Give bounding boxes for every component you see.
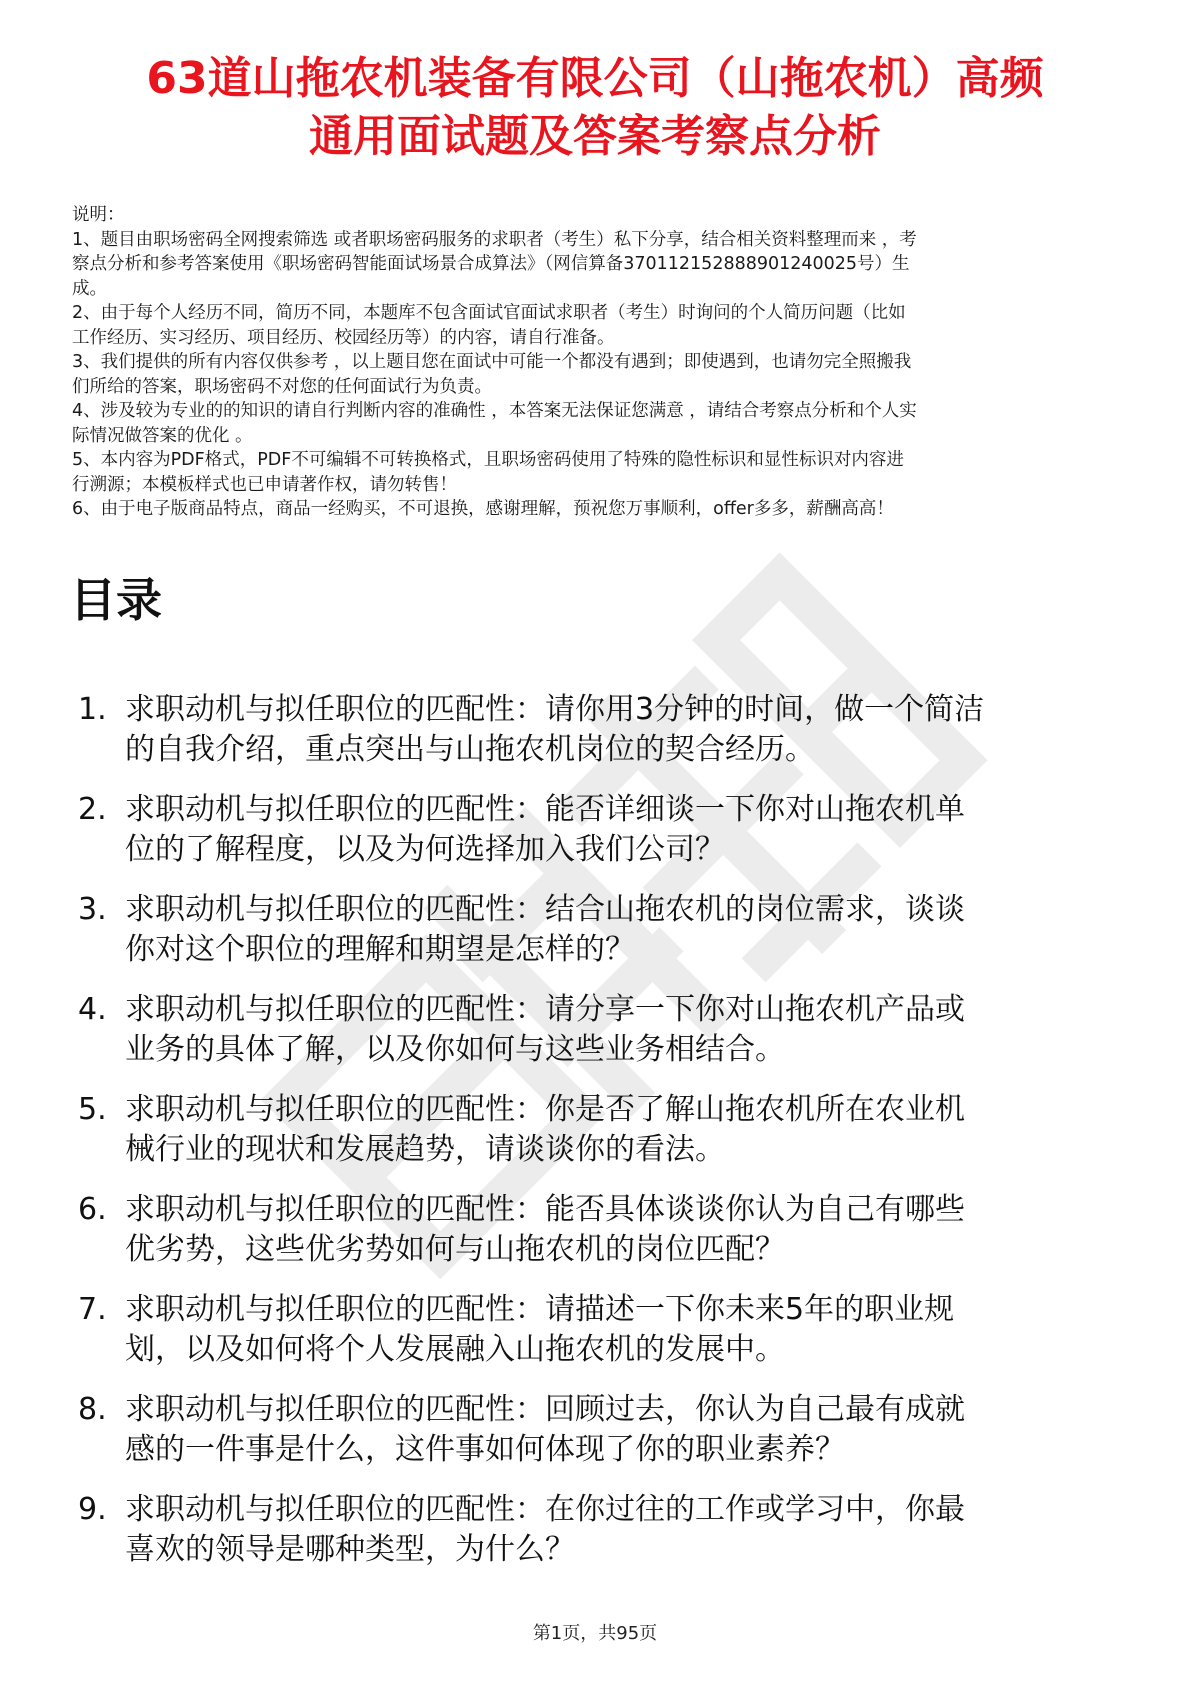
note-line: 工作经历、实习经历、项目经历、校园经历等）的内容，请自行准备。 <box>72 327 615 348</box>
note-line: 成。 <box>72 278 107 299</box>
toc-item-text <box>125 1490 1125 1570</box>
toc-item-line: 求职动机与拟任职位的匹配性：请你用3分钟的时间，做一个简洁 <box>125 692 985 727</box>
toc-item-line: 求职动机与拟任职位的匹配性：请分享一下你对山拖农机产品或 <box>125 992 965 1027</box>
toc-item-line: 优劣势，这些优劣势如何与山拖农机的岗位匹配？ <box>125 1232 785 1267</box>
toc-item[interactable] <box>70 990 1130 1090</box>
toc-item-line: 划，以及如何将个人发展融入山拖农机的发展中。 <box>125 1332 785 1367</box>
toc-item-line: 你对这个职位的理解和期望是怎样的？ <box>125 932 635 967</box>
toc-item[interactable] <box>70 1190 1130 1290</box>
title-line-2: 通用面试题及答案考察点分析 <box>309 111 881 162</box>
note-line: 3、我们提供的所有内容仅供参考 ，以上题目您在面试中可能一个都没有遇到；即使遇到，也请勿完全照搬我 <box>72 352 912 372</box>
toc-item-number: 1. <box>78 692 107 727</box>
note-line: 察点分析和参考答案使用《职场密码智能面试场景合成算法》（网信算备370112152888901240025号）生 <box>72 254 910 274</box>
toc-item-number: 5. <box>78 1092 107 1127</box>
toc-item[interactable] <box>70 790 1130 890</box>
document-title <box>60 50 1130 166</box>
toc-item-text <box>125 1390 1125 1470</box>
toc-item[interactable] <box>70 1490 1130 1590</box>
toc-item-line: 的自我介绍，重点突出与山拖农机岗位的契合经历。 <box>125 732 815 767</box>
note-line: 说明： <box>72 205 125 225</box>
toc-item-line: 求职动机与拟任职位的匹配性：在你过往的工作或学习中，你最 <box>125 1492 965 1527</box>
toc-item-line: 求职动机与拟任职位的匹配性：回顾过去，你认为自己最有成就 <box>125 1392 965 1427</box>
toc-item-number: 8. <box>78 1392 107 1427</box>
toc-item-line: 位的了解程度，以及为何选择加入我们公司？ <box>125 832 725 867</box>
toc-item-number: 4. <box>78 992 107 1027</box>
toc-item-text <box>125 1090 1125 1170</box>
toc-item[interactable] <box>70 890 1130 990</box>
toc-item-text <box>125 690 1125 770</box>
toc-item-text <box>125 890 1125 970</box>
note-line: 际情况做答案的优化 。 <box>72 425 253 446</box>
note-line: 6、由于电子版商品特点，商品一经购买，不可退换，感谢理解，预祝您万事顺利，offer多多，薪酬高高！ <box>72 499 894 519</box>
toc-item-number: 7. <box>78 1292 107 1327</box>
toc-item-text <box>125 1190 1125 1270</box>
toc-item-line: 业务的具体了解，以及你如何与这些业务相结合。 <box>125 1032 785 1067</box>
title-line-1: 63道山拖农机装备有限公司（山拖农机）高频 <box>146 53 1044 104</box>
toc-item-text <box>125 1290 1125 1370</box>
toc-item-number: 6. <box>78 1192 107 1227</box>
toc-item[interactable] <box>70 1090 1130 1190</box>
toc-item-number: 9. <box>78 1492 107 1527</box>
toc-item-line: 求职动机与拟任职位的匹配性：结合山拖农机的岗位需求，谈谈 <box>125 892 965 927</box>
toc-item-line: 求职动机与拟任职位的匹配性：请描述一下你未来5年的职业规 <box>125 1292 955 1327</box>
toc-item-line: 求职动机与拟任职位的匹配性：能否具体谈谈你认为自己有哪些 <box>125 1192 965 1227</box>
toc-item-line: 械行业的现状和发展趋势，请谈谈你的看法。 <box>125 1132 725 1167</box>
note-line: 5、本内容为PDF格式，PDF不可编辑不可转换格式，且职场密码使用了特殊的隐性标识和显性标识对内容进 <box>72 450 904 470</box>
toc-item-line: 喜欢的领导是哪种类型，为什么？ <box>125 1532 575 1567</box>
page-number: 第1页，共95页 <box>532 1623 658 1644</box>
toc-item[interactable] <box>70 690 1130 790</box>
toc-item-line: 求职动机与拟任职位的匹配性：你是否了解山拖农机所在农业机 <box>125 1092 965 1127</box>
note-line: 1、题目由职场密码全网搜索筛选 或者职场密码服务的求职者（考生）私下分享，结合相关资料整理而来 ，考 <box>72 229 917 250</box>
note-line: 们所给的答案，职场密码不对您的任何面试行为负责。 <box>72 376 492 397</box>
note-line: 4、涉及较为专业的的知识的请自行判断内容的准确性 ，本答案无法保证您满意 ，请结合考察点分析和个人实 <box>72 401 917 421</box>
toc-item[interactable] <box>70 1390 1130 1490</box>
toc-item-line: 求职动机与拟任职位的匹配性：能否详细谈一下你对山拖农机单 <box>125 792 965 827</box>
note-line: 2、由于每个人经历不同，简历不同，本题库不包含面试官面试求职者（考生）时询问的个人简历问题（比如 <box>72 303 906 323</box>
disclaimer-notes <box>72 203 1122 522</box>
toc-item-text <box>125 990 1125 1070</box>
toc-item-line: 感的一件事是什么，这件事如何体现了你的职业素养？ <box>125 1432 845 1467</box>
toc-item-text <box>125 790 1125 870</box>
toc-item-number: 3. <box>78 892 107 927</box>
table-of-contents <box>70 690 1130 1590</box>
toc-item[interactable] <box>70 1290 1130 1390</box>
note-line: 行溯源；本模板样式也已申请著作权，请勿转售！ <box>72 474 457 495</box>
toc-item-number: 2. <box>78 792 107 827</box>
toc-heading: 目录 <box>70 573 162 627</box>
